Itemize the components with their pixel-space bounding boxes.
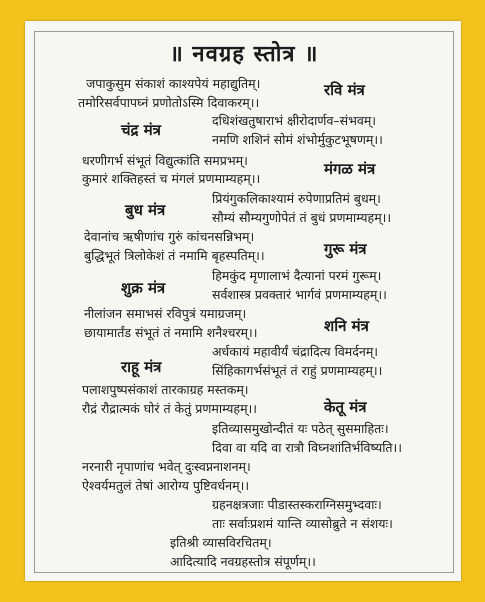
verse-line: तमोरिसर्वपापघ्नं प्रणोतोऽस्मि दिवाकरम्।। [78, 95, 260, 110]
verse-line: इतिव्यासमुखोन्दीतं यः पठेत् सुसमाहितः। [212, 421, 389, 436]
verse-line: नीलांजन समाभसं रविपुत्रं यमाग्रजम्। [84, 306, 247, 321]
heading-guru: गुरू मंत्र [324, 240, 367, 258]
verse-line: सौम्यं सौम्यगुणोपेतं तं बुधं प्रणमाम्यहम्।। [212, 210, 392, 225]
verse-line: ताः सर्वाःप्रशमं यान्ति व्यासोब्रुते न संशयः। [212, 516, 393, 531]
heading-ketu: केतू मंत्र [324, 398, 367, 416]
verse-line: जपाकुसुम संकाशं काश्यपेयं महाद्युतिम्। [86, 76, 261, 91]
verse-line: नरनारी नृपाणांच भवेत् दुःस्वप्ननाशनम्। [82, 459, 251, 474]
verse-line: ऐश्वर्यमतुलं तेषां आरोग्य पुष्टिवर्धनम्।। [82, 478, 250, 493]
verse-line: ग्रहनक्षत्रजाः पीडास्तस्कराग्निसमुभ्दवाः। [212, 497, 382, 512]
verse-line: प्रियंगुकलिकाश्यामं रुपेणाप्रतिमं बुधम्। [212, 191, 381, 206]
verse-line: अर्धकायं महावीर्यं चंद्रादित्य विमर्दनम्। [212, 344, 379, 359]
page-title: ॥ नवग्रह स्तोत्र ॥ [169, 42, 319, 67]
verse-line: पलाशपुष्पसंकाशं तारकाग्रह मस्तकम्। [82, 382, 249, 397]
verse-line: सिंहिकागर्भसंभूतं तं राहुं प्रणमाम्यहम्।। [212, 363, 383, 378]
verse-line: इतिश्री व्यासविरचितम्। [170, 535, 272, 550]
heading-shukra: शुक्र मंत्र [121, 279, 166, 297]
verse-line: रौद्रं रौद्रात्मकं घोरं तं केतुं प्रणमाम्यहम्।। [82, 401, 258, 416]
verse-line: दिवा वा यदि वा रात्रौ विघ्नशांतिर्भविष्यति।। [212, 440, 403, 455]
verse-line: हिमकुंद मृणालाभं दैत्यानां परमं गुरूम्। [212, 268, 382, 283]
heading-budh: बुध मंत्र [125, 201, 166, 219]
verse-line: छायामार्तंड संभूतं तं नमामि शनैश्चरम्।। [84, 325, 258, 340]
verse-line: धरणीगर्भ संभूतं विद्युत्कांति समप्रभम्। [82, 153, 248, 168]
verse-line: कुमारं शक्तिहस्तं च मंगलं प्रणमाम्यहम्।। [82, 171, 261, 186]
verse-line: देवानांच ऋषीणांच गुरुं कांचनसन्निभम्। [84, 229, 255, 244]
verse-line: बुद्धिभूतं त्रिलोकेशं तं नमामि बृहस्पतिम्।। [84, 248, 265, 263]
verse-line: नमणि शशिनं सोमं शंभोर्मुकुटभूषणम्।। [212, 132, 383, 147]
heading-rahu: राहू मंत्र [121, 358, 162, 376]
verse-line: सर्वशास्त्र प्रवक्तारं भार्गवं प्रणमाम्यहम्।। [212, 287, 387, 302]
verse-line: आदित्यादि नवग्रहस्तोत्र संपूर्णम्।। [170, 554, 316, 569]
verse-line: दधिशंखतुषाराभं क्षीरोदार्णव–संभवम्। [212, 113, 377, 128]
heading-mangal: मंगळ मंत्र [324, 160, 376, 178]
heading-chandra: चंद्र मंत्र [121, 121, 161, 139]
heading-ravi: रवि मंत्र [324, 81, 365, 99]
heading-shani: शनि मंत्र [324, 317, 369, 335]
